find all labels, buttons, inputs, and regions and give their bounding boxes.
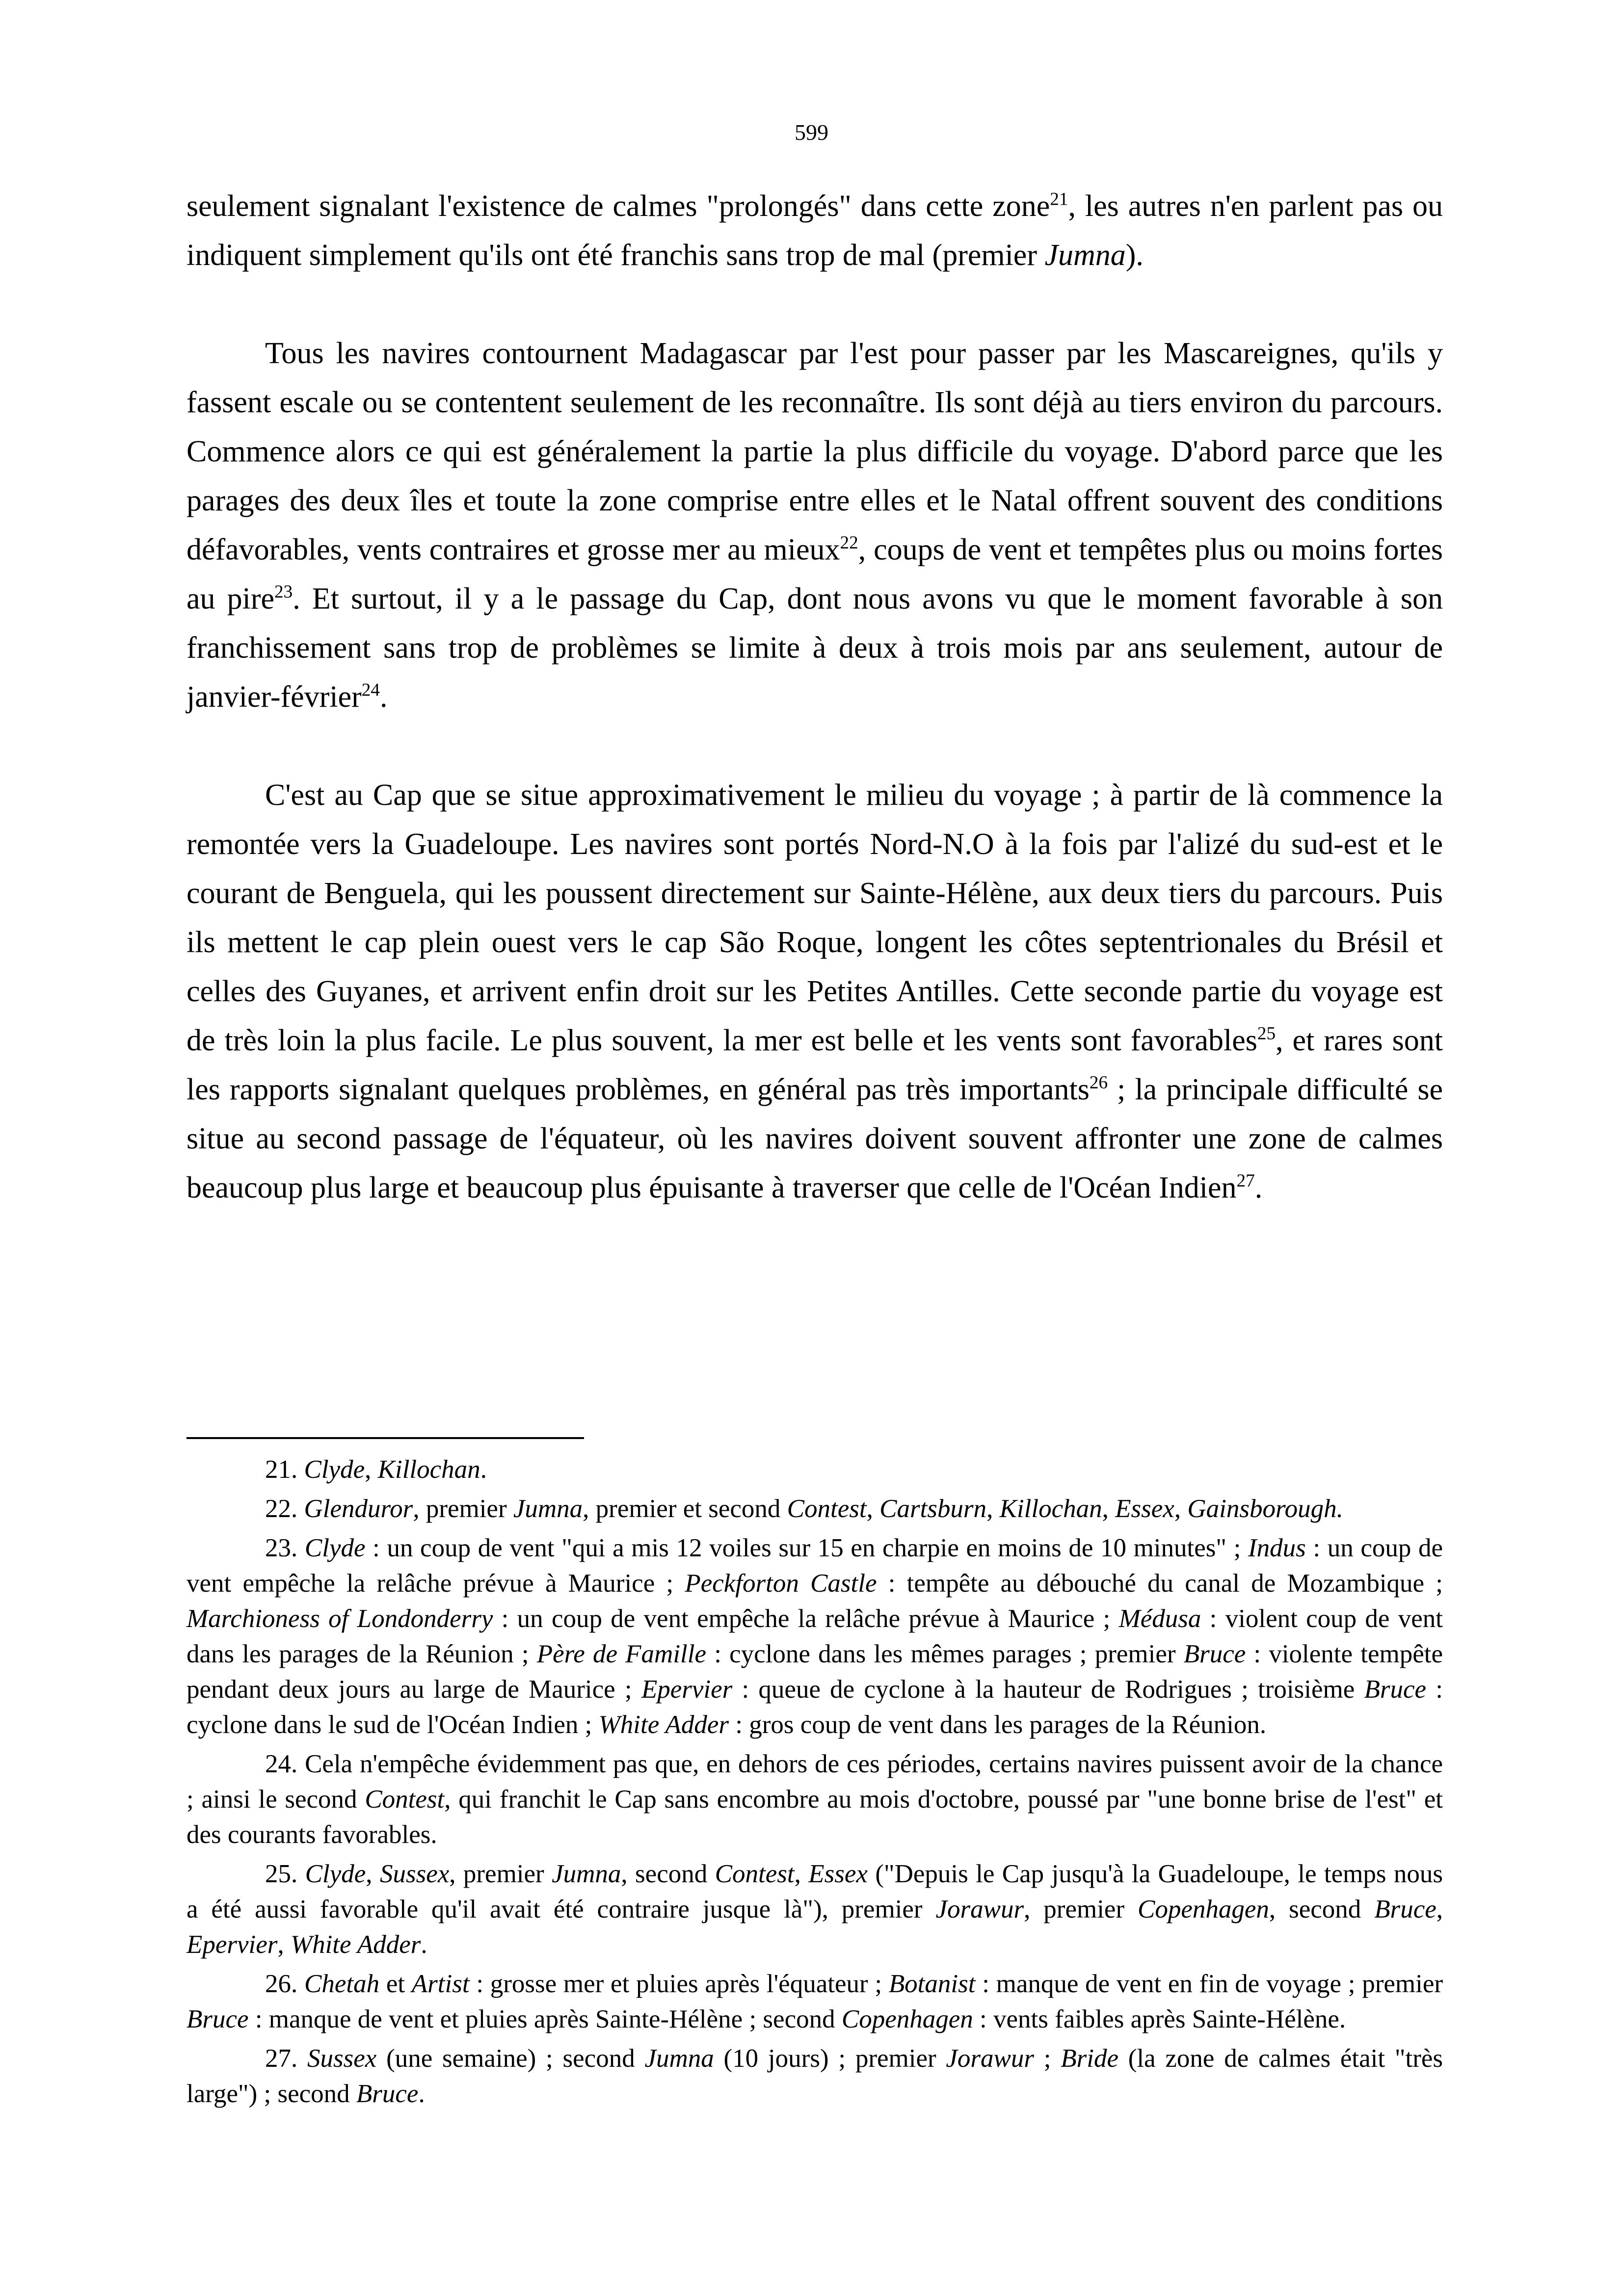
text-run: , qui franchit le Cap sans encombre au mois d'octobre, poussé par "une bonne brise de l'est" et des courants favorables. — [186, 1785, 1443, 1849]
text-run: ; la principale difficulté se situe au second passage de l'équateur, où les navires doivent souvent affronter une zone de calmes beaucoup plus large et beaucoup plus épuisante à traverser que celle de l'Océan Indien — [186, 1073, 1443, 1204]
italic-text: Marchioness of Londonderry — [186, 1604, 493, 1633]
italic-text: Bruce — [1364, 1675, 1427, 1704]
text-run: , et rares sont les rapports signalant quelques problèmes, en général pas très importants — [186, 1024, 1443, 1106]
text-run: : un coup de vent "qui a mis 12 voiles sur 15 en charpie en moins de 10 minutes" ; — [365, 1534, 1248, 1562]
text-run: : cyclone dans le sud de l'Océan Indien ; — [186, 1675, 1443, 1739]
italic-text: Indus — [1248, 1534, 1306, 1562]
italic-text: Médusa — [1118, 1604, 1201, 1633]
italic-text: Bruce — [186, 2005, 249, 2033]
text-run: : violent coup de vent dans les parages de la Réunion ; — [186, 1604, 1443, 1668]
italic-text: Cartsburn — [879, 1495, 987, 1523]
italic-text: Jumna — [1044, 239, 1126, 272]
text-run: ("Depuis le Cap jusqu'à la Guadeloupe, le temps nous a été aussi favorable qu'il avait été contraire jusque là"), premier — [186, 1860, 1443, 1923]
italic-text: Peckforton Castle — [685, 1569, 877, 1598]
italic-text: Sussex — [379, 1860, 450, 1888]
italic-text: Copenhagen — [841, 2005, 973, 2033]
footnote — [186, 1452, 1443, 1487]
text-run: , — [365, 1455, 378, 1484]
footnote-ref: 21 — [1050, 189, 1068, 210]
footnote-ref: 24 — [361, 680, 380, 700]
text-run: ; — [1034, 2044, 1061, 2073]
text-run: , second — [1269, 1895, 1375, 1923]
italic-text: Killochan — [377, 1455, 480, 1484]
text-run: , — [866, 1495, 880, 1523]
italic-text: Clyde — [305, 1860, 366, 1888]
text-run: : manque de vent et pluies après Sainte-Hélène ; second — [248, 2005, 842, 2033]
italic-text: Contest — [365, 1785, 445, 1814]
body-paragraph — [186, 771, 1443, 1212]
text-run: , coups de vent et tempêtes plus ou moins fortes au pire — [186, 533, 1443, 615]
footnote-ref: 27 — [1236, 1171, 1255, 1191]
italic-text: Glenduror — [304, 1495, 413, 1523]
text-run: (la zone de calmes était "très large") ; second — [186, 2044, 1443, 2108]
text-run: , — [366, 1860, 380, 1888]
italic-text: Bruce — [1374, 1895, 1437, 1923]
text-run: . — [418, 2080, 425, 2108]
footnote — [186, 1856, 1443, 1962]
text-run: 24. Cela n'empêche évidemment pas que, en dehors de ces périodes, certains navires puissent avoir de la chance ; ainsi le second — [186, 1750, 1443, 1814]
italic-text: Jumna — [513, 1495, 583, 1523]
text-run: (10 jours) ; premier — [714, 2044, 946, 2073]
body-text — [186, 182, 1443, 1212]
italic-text: Clyde — [304, 1455, 365, 1484]
italic-text: White Adder — [290, 1930, 421, 1959]
text-run: ). — [1125, 239, 1144, 272]
text-run: . — [1254, 1171, 1263, 1204]
text-run: . — [480, 1455, 487, 1484]
italic-text: Botanist — [888, 1970, 976, 1998]
italic-text: Essex — [808, 1860, 868, 1888]
italic-text: Clyde — [304, 1534, 366, 1562]
text-run: : gros coup de vent dans les parages de la Réunion. — [729, 1710, 1267, 1739]
text-run: 21. — [265, 1455, 304, 1484]
italic-text: Chetah — [304, 1970, 380, 1998]
italic-text: Jorawur — [935, 1895, 1024, 1923]
italic-text: Gainsborough. — [1187, 1495, 1343, 1523]
italic-text: Epervier — [641, 1675, 733, 1704]
italic-text: Essex — [1115, 1495, 1174, 1523]
text-run: : violente tempête pendant deux jours au large de Maurice ; — [186, 1640, 1443, 1704]
footnote-ref: 23 — [274, 582, 293, 602]
footnote — [186, 2041, 1443, 2111]
italic-text: Bruce — [1183, 1640, 1246, 1668]
text-run: : manque de vent en fin de voyage ; premier — [975, 1970, 1443, 1998]
page-number: 599 — [795, 120, 828, 145]
text-run: : grosse mer et pluies après l'équateur ; — [469, 1970, 889, 1998]
footnote-ref: 26 — [1089, 1072, 1108, 1093]
text-run: : un coup de vent empêche la relâche prévue à Maurice ; — [493, 1604, 1119, 1633]
italic-text: Killochan — [999, 1495, 1102, 1523]
italic-text: Bruce — [356, 2080, 419, 2108]
footnotes — [186, 1452, 1443, 2111]
footnote-ref: 25 — [1257, 1023, 1276, 1044]
footnote — [186, 1530, 1443, 1742]
italic-text: Epervier — [186, 1930, 278, 1959]
body-paragraph — [186, 182, 1443, 280]
text-run: , premier — [413, 1495, 513, 1523]
text-run: 27. — [265, 2044, 308, 2073]
italic-text: Sussex — [307, 2044, 377, 2073]
footnote-separator — [186, 1437, 584, 1439]
italic-text: Jorawur — [946, 2044, 1035, 2073]
italic-text: Contest — [715, 1860, 795, 1888]
text-run: , — [1436, 1895, 1443, 1923]
text-run: : tempête au débouché du canal de Mozambique ; — [877, 1569, 1443, 1598]
text-run: . — [421, 1930, 427, 1959]
text-run: . Et surtout, il y a le passage du Cap, dont nous avons vu que le moment favorable à son franchissement sans trop de problèmes se limite à deux à trois mois par ans seulement, autour de janvier-février — [186, 582, 1443, 714]
text-run: 23. — [265, 1534, 305, 1562]
text-run: Tous les navires contournent Madagascar par l'est pour passer par les Mascareignes, qu'ils y fassent escale ou se contentent seulement de les reconnaître. Ils sont déjà au tiers environ du parcours. Commence alors ce qui est généralement la partie la plus difficile du voyage. D'abord parce que les parages des deux îles et toute la zone comprise entre elles et le Natal offrent souvent des conditions défavorables, vents contraires et grosse mer au mieux — [186, 337, 1443, 566]
italic-text: Copenhagen — [1138, 1895, 1269, 1923]
text-run: et — [379, 1970, 412, 1998]
text-run: , premier et second — [583, 1495, 787, 1523]
text-run: C'est au Cap que se situe approximativement le milieu du voyage ; à partir de là commence la remontée vers la Guadeloupe. Les navires sont portés Nord-N.O à la fois par l'alizé du sud-est et le courant de Benguela, qui les poussent directement sur Sainte-Hélène, aux deux tiers du parcours. Puis ils mettent le cap plein ouest vers le cap São Roque, longent les côtes septentrionales du Brésil et celles des Guyanes, et arrivent enfin droit sur les Petites Antilles. Cette seconde partie du voyage est de très loin la plus facile. Le plus souvent, la mer est belle et les vents sont favorables — [186, 778, 1443, 1057]
text-run: , — [794, 1860, 809, 1888]
text-run: : queue de cyclone à la hauteur de Rodrigues ; troisième — [732, 1675, 1364, 1704]
footnote — [186, 1491, 1443, 1526]
text-run: , — [986, 1495, 1000, 1523]
text-run: (une semaine) ; second — [376, 2044, 645, 2073]
text-run: , second — [621, 1860, 715, 1888]
italic-text: White Adder — [598, 1710, 729, 1739]
text-run: , — [1174, 1495, 1188, 1523]
text-run: seulement signalant l'existence de calmes "prolongés" dans cette zone — [186, 189, 1050, 223]
italic-text: Artist — [411, 1970, 470, 1998]
italic-text: Père de Famille — [536, 1640, 707, 1668]
text-run: : cyclone dans les mêmes parages ; premier — [706, 1640, 1184, 1668]
text-run: 26. — [265, 1970, 304, 1998]
text-run: 25. — [265, 1860, 305, 1888]
italic-text: Jumna — [644, 2044, 714, 2073]
text-run: , les autres n'en parlent pas ou indiquent simplement qu'ils ont été franchis sans trop de mal (premier — [186, 189, 1443, 272]
footnote — [186, 1966, 1443, 2037]
footnote — [186, 1746, 1443, 1852]
text-run: , — [277, 1930, 291, 1959]
text-run: , premier — [449, 1860, 552, 1888]
text-run: . — [379, 680, 388, 714]
text-run: , premier — [1024, 1895, 1138, 1923]
text-run: 22. — [265, 1495, 304, 1523]
italic-text: Jumna — [552, 1860, 621, 1888]
body-paragraph — [186, 329, 1443, 721]
italic-text: Bride — [1061, 2044, 1118, 2073]
text-run: , — [1102, 1495, 1116, 1523]
footnote-ref: 22 — [840, 533, 858, 553]
text-run: : vents faibles après Sainte-Hélène. — [973, 2005, 1346, 2033]
italic-text: Contest — [787, 1495, 867, 1523]
text-run: : un coup de vent empêche la relâche prévue à Maurice ; — [186, 1534, 1443, 1598]
